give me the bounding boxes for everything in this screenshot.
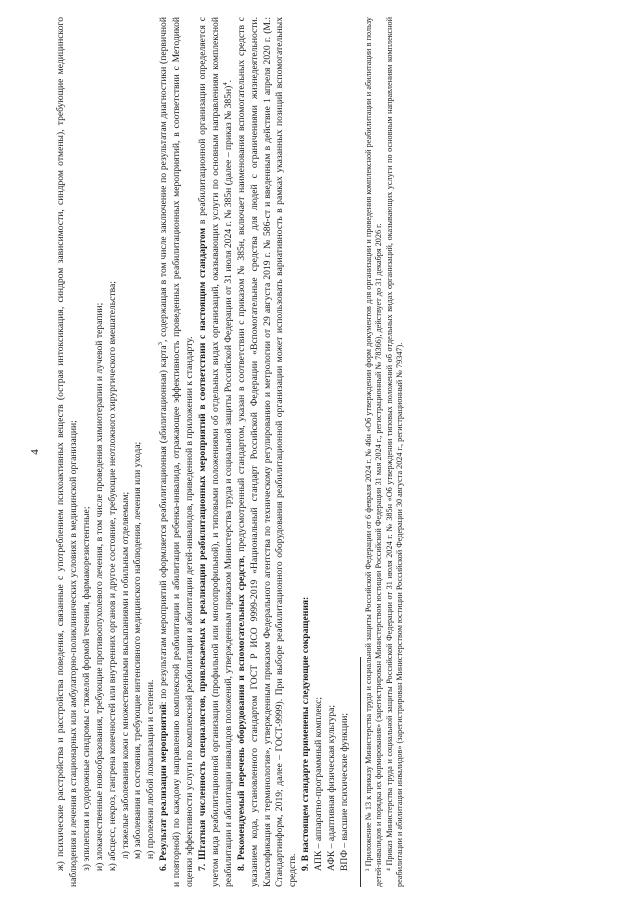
section-8-heading: 8. Рекомендуемый перечень оборудования и вспомогательных средств: [235, 557, 247, 871]
abbreviation-vpf: ВПФ – высшие психические функции;: [338, 712, 350, 871]
section-7-end: .: [222, 80, 234, 83]
section-6: [158, 17, 197, 887]
section-6-text: : по результатам мероприятий оформляется реабилитационная (абилитационная) карта: [158, 345, 170, 705]
section-7-text: в реабилитационной организации определяется с учетом вида реабилитационной организации (профильной или многопрофильной), и типовыми положениями об отдельных видах организаций, оказывающих услуги по основным направлениям комплексной реабилитации и абилитации инвалидов положений, утвержденным приказом Министерства труда и социальной защиты Российской Федерации от 31 июля 2024 г. № 385н (далее – приказ № 385н): [196, 17, 234, 887]
page-number: 4: [29, 449, 41, 455]
section-9-end: :: [300, 596, 312, 600]
section-9-heading: 9. В настоящем стандарте применены следующие сокращения: [300, 599, 312, 871]
section-7-heading: 7. Штатная численность специалистов, привлекаемых к реализации реабилитационных мероприятий в соответствии с настоящим стандартом: [196, 227, 208, 871]
footnote-ref-4: 4: [221, 82, 229, 86]
section-6-heading: 6. Результат реализации мероприятий: [158, 704, 170, 871]
list-item-k: к) абсцесс, некроз, гангрена конечностей или внутренних органов и другое состояние, требующие неотложного хирургического вмешательства;: [106, 281, 118, 871]
list-item-i: и) злокачественные новообразования, требующие противоопухолевого лечения, в том числе проведения химиотерапии и лучевой терапии;: [93, 302, 105, 871]
section-6-rest: , содержащая в том числе заключение по результатам диагностики (первичной и повторной) по каждому направлению комплексной реабилитации и абилитации ребенка-инвалида, отражающее эффективность проведенных реабилитационных мероприятий, в соответствии с Методикой оценки эффективности услуги по комплексной реабилитации и абилитации детей-инвалидов, приведенной в приложении к стандарту.: [158, 17, 196, 887]
abbreviation-afk: АФК – адаптивная физическая культура;: [326, 704, 338, 871]
section-8-text: , предусмотренный стандартом, указан в соответствии с приказом № 385н, включает наименования вспомогательных средств с указанием кода, установленного стандартом ГОСТ Р ИСО 9999-2019 «Национальный стандарт Российской Федерации «Вспомогательные средства для людей с ограничениями жизнедеятельности. Классификация и терминология», утвержденным приказом Федерального агентства по техническому регулированию и метрологии от 29 августа 2019 г. № 586-ст и введенным в действие 1 апреля 2020 г. (М.: Стандартинформ, 2019; далее – ГОСТ-9999). При выборе реабилитационного оборудования реабилитационной организации может использовать вариативность в рамках указанных позиций вспомогательных средств.: [235, 17, 299, 887]
footnote-ref-3: 3: [157, 342, 165, 346]
list-item-m: м) заболевания и состояния, требующие интенсивного медицинского наблюдения, лечения или ухода;: [132, 441, 144, 859]
footnote-separator: [360, 657, 361, 887]
list-item-l: л) тяжелые заболевания кожи с множественными высыпаниями и обильным отделяемым;: [119, 491, 131, 859]
list-item-z: з) эпилепсия и судорожные синдромы с тяжелой формой течения, фармакорезистентные;: [80, 506, 92, 871]
section-7: [197, 17, 236, 887]
rotated-content: [29, 17, 595, 887]
footnote-4: ⁴ Приказ Министерства труда и социальной защиты Российской Федерации от 31 июля 2024 г. № 385н «Об утверждении типовых положений об отдельных видах организаций, оказывающих услуги по основным направлениям комплексной реабилитации и абилитации инвалидов» (зарегистрирован Министерством юстиции Российской Федерации 30 августа 2024 г., регистрационный № 79347).: [384, 17, 405, 887]
abbreviation-apk: АПК – аппаратно-программный комплекс;: [313, 697, 325, 871]
section-9: [300, 17, 313, 887]
footnote-3: ³ Приложение № 13 к приказу Министерства труда и социальной защиты Российской Федерации от 6 февраля 2024 г. № 46н «Об утверждении форм документов для организации и проведения комплексной реабилитации и абилитации в пользу детей-инвалидов и порядка их формирования» (зарегистрирован Министерством юстиции Российской Федерации 31 мая 2024 г., регистрационный № 78366), действует до 31 декабря 2026 г.: [363, 17, 384, 887]
list-item-n: н) пролежни любой локализации и степени.: [145, 679, 157, 859]
list-item-zh: ж) психические расстройства и расстройства поведения, связанные с употреблением психоактивных веществ (острая интоксикация, синдром зависимости, синдром отмены), требующие медицинского наблюдения и лечения в стационарных или амбулаторно-поликлинических условиях в медицинской организации;: [55, 17, 79, 887]
section-8: [236, 17, 301, 887]
